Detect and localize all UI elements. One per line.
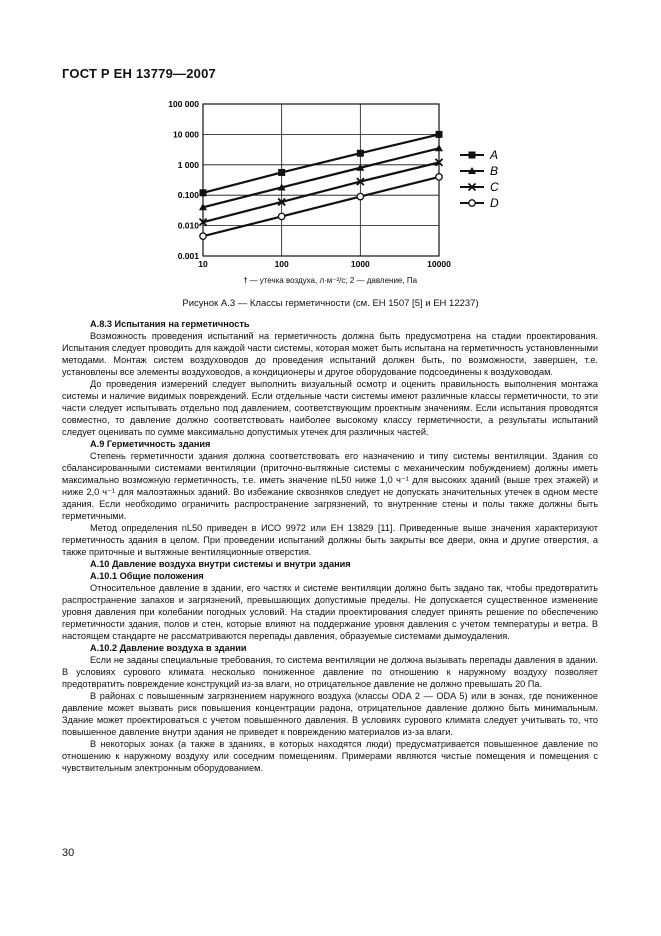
- section-heading: А.10 Давление воздуха внутри системы и внутри здания: [90, 559, 351, 569]
- leakage-class-chart: [0, 0, 661, 300]
- x-tick-label: 100: [274, 259, 289, 269]
- paragraph: Метод определения nL50 приведен в ИСО 9972 или ЕН 13829 [11]. Приведенные выше значения характеризуют герметичность здания в целом. При проведении испытаний должны быть закрыты все двери, окна и другие отверстия, а также приточные и вытяжные вентиляционные отверстия.: [62, 523, 598, 557]
- marker-triangle: [435, 144, 443, 151]
- section-heading: А.10.2 Давление воздуха в здании: [90, 643, 247, 653]
- series-line-d: [203, 177, 439, 236]
- marker-square: [469, 152, 476, 159]
- document-body: [62, 318, 598, 774]
- marker-square: [200, 189, 207, 196]
- paragraph: Возможность проведения испытаний на герметичность должна быть предусмотрена на стадии проектирования. Испытания следует проводить для каждой части системы, которая может быть испытана на герметичность установленными методами. Монтаж систем воздуховодов до проведения испытаний должен быть, по возможности, завершен, т.е. установлены все элементы воздуховодов, а кондиционеры и другое оборудование подсоединены к воздуховодам.: [62, 331, 598, 377]
- y-tick-label: 100 000: [168, 99, 199, 109]
- series-line-b: [203, 148, 439, 207]
- marker-circle: [436, 174, 442, 180]
- legend-label: C: [490, 180, 499, 194]
- x-tick-label: 10: [198, 259, 208, 269]
- page-number: 30: [62, 847, 75, 859]
- section-heading: А.10.1 Общие положения: [90, 571, 204, 581]
- legend-label: D: [490, 196, 499, 210]
- marker-square: [357, 150, 364, 157]
- series-line-c: [203, 162, 439, 222]
- y-tick-label: 1 000: [177, 159, 199, 170]
- paragraph: Если не заданы специальные требования, то система вентиляции не должна вызывать перепады давления в здании. В условиях сурового климата несколько пониженное давление по отношению к наружному воздуху позволяет предотвратить повреждение конструкций из-за влаги, но отрицательное давление не должно превышать 20 Па.: [62, 655, 598, 689]
- section-heading: А.8.3 Испытания на герметичность: [90, 319, 250, 329]
- x-tick-label: 10000: [427, 259, 451, 269]
- y-tick-label: 0.001: [177, 251, 199, 261]
- document-header: ГОСТ Р ЕН 13779—2007: [62, 66, 216, 81]
- legend-label: B: [490, 164, 499, 178]
- paragraph: В некоторых зонах (а также в зданиях, в которых находятся люди) предусматривается повышенное давление по отношению к наружному воздуху или соседним помещениям. Примерами являются чистые помещения и помещения с чувствительным электронным оборудованием.: [62, 739, 598, 773]
- figure-caption: Рисунок А.3 — Классы герметичности (см. ЕН 1507 [5] и ЕН 12237): [182, 298, 479, 309]
- section-heading: А.9 Герметичность здания: [90, 439, 211, 449]
- y-tick-label: 0.010: [177, 220, 199, 231]
- paragraph: В районах с повышенным загрязнением наружного воздуха (классы ODA 2 — ODA 5) или в зонах, где пониженное давление может вызвать риск повышения концентрации радона, отрицательное давление должно быть минимальным. Здание может проектироваться с учетом повышенного давления. В условиях сурового климата следует учитывать то, что повышенное давление внутри здания не приведет к повреждению материалов из-за влаги.: [62, 691, 598, 737]
- series-line-a: [203, 134, 439, 192]
- marker-circle: [278, 213, 284, 219]
- paragraph: До проведения измерений следует выполнить визуальный осмотр и оценить правильность выполнения монтажа системы и наличие видимых повреждений. Если отдельные части системы имеют различные классы герметичности, то эти части следует испытывать отдельно под давлением, соответствующим проектным значениям. Если испытания проводятся совместно, то давление должно соответствовать наиболее высокому классу герметичности, а результаты испытаний следует оценивать по сумме максимально допустимых утечек для различных частей.: [62, 379, 598, 437]
- axis-caption: ϯ — утечка воздуха, л·м⁻²/с; 2 — давление, Па: [243, 276, 418, 285]
- marker-circle: [469, 200, 475, 206]
- y-tick-label: 10 000: [173, 129, 199, 140]
- x-tick-label: 1000: [350, 259, 370, 269]
- paragraph: Относительное давление в здании, его частях и системе вентиляции должно быть задано так, чтобы предотвратить распространение запахов и загрязнений, превышающих допустимые пределы. Не допускается существенное изменение уровня давления при колебании погодных условий. На стадии проектирования следует принять решение по обеспечению герметичности здания, полов и стен, которые влияют на поддержание уровня давления с учетом температуры и ветра. В настоящем стандарте не рассматриваются перепады давления, образуемые системами дымоудаления.: [62, 583, 598, 641]
- legend-label: A: [490, 148, 499, 162]
- paragraph: Степень герметичности здания должна соответствовать его назначению и типу системы вентиляции. Здания со сбалансированными системами вентиляции (приточно-вытяжные системы с механическим побуждением) должны иметь максимально возможную герметичность, т.е. иметь значение nL50 ниже 1,0 ч⁻¹ для высоких зданий (выше трех этажей) и ниже 2,0 ч⁻¹ для малоэтажных зданий. Во избежание сквозняков следует не допускать значительных утечек в одном месте здания. Если необходимо ограничить распространение загрязнений, то внутренние стены и полы также должны быть герметичными.: [62, 451, 598, 521]
- marker-square: [278, 169, 285, 176]
- y-tick-label: 0.100: [177, 190, 199, 201]
- marker-square: [436, 131, 443, 138]
- marker-circle: [200, 233, 206, 239]
- plot-frame: [203, 104, 439, 256]
- marker-circle: [357, 193, 363, 199]
